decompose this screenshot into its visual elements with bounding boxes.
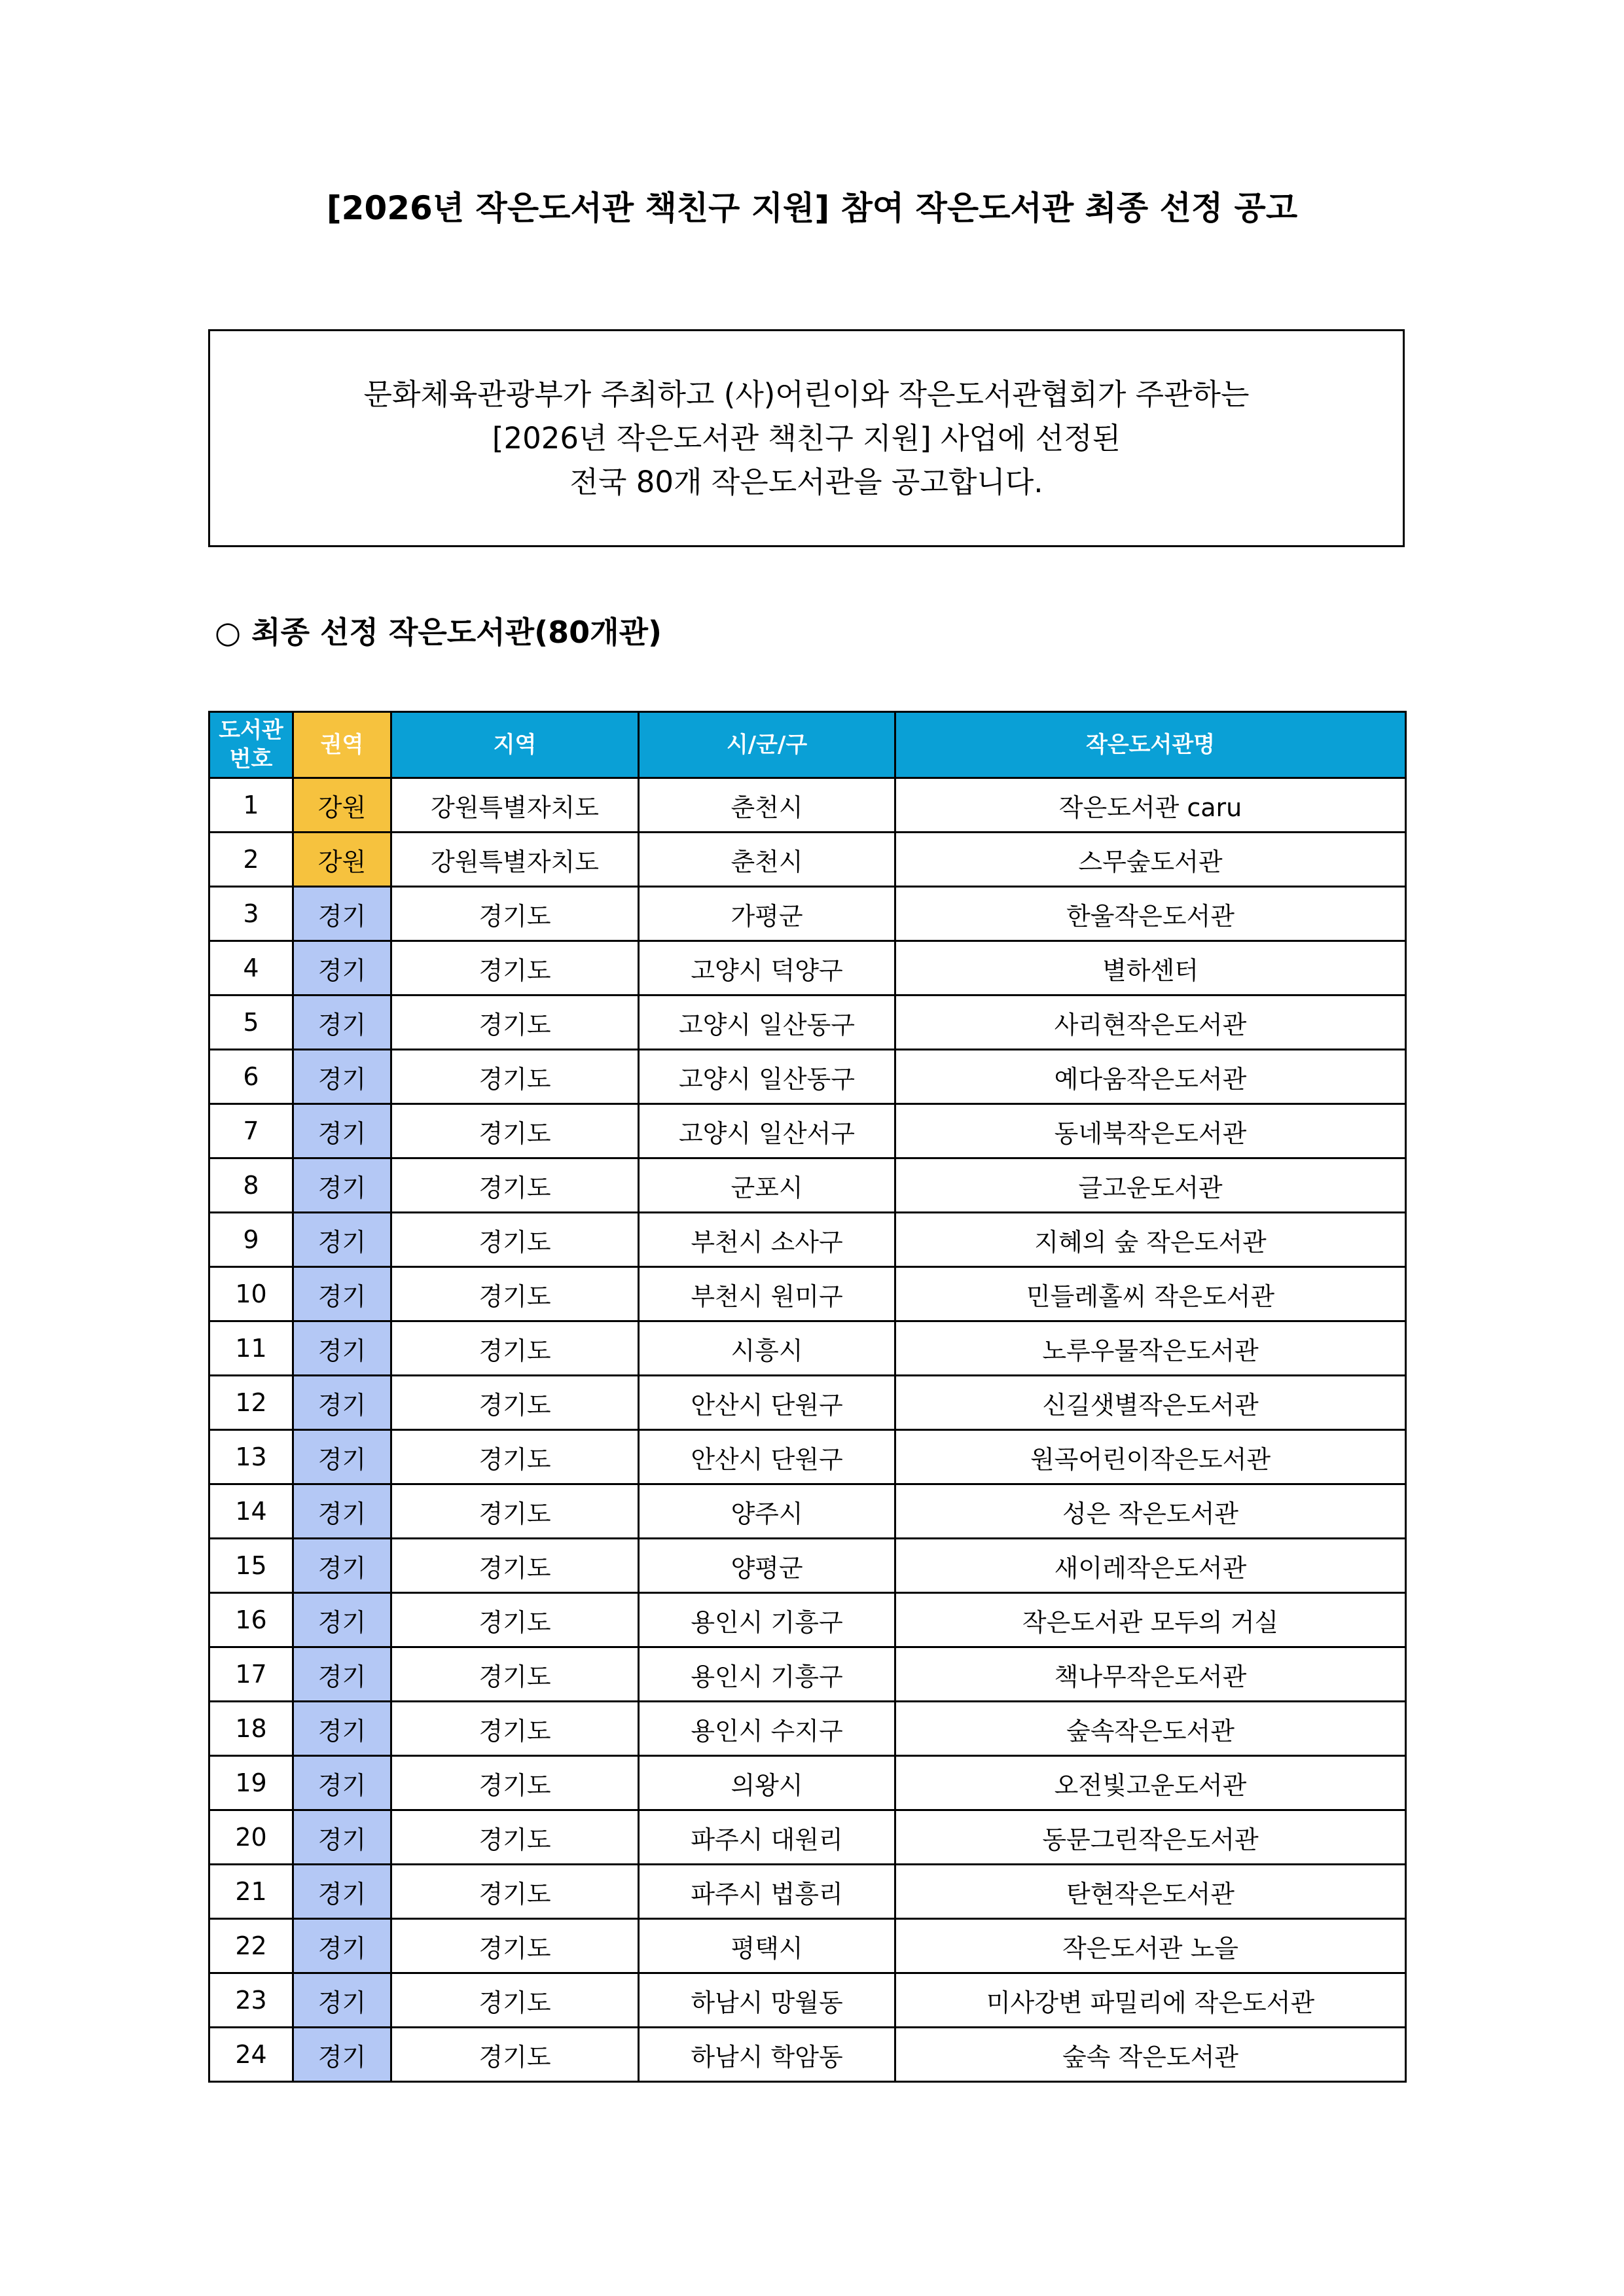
cell-city: 하남시 망월동 <box>639 1973 895 2028</box>
table-row <box>209 1321 1406 1376</box>
table-row <box>209 1810 1406 1865</box>
cell-area: 경기도 <box>391 1104 639 1158</box>
table-row <box>209 1593 1406 1647</box>
cell-area: 경기도 <box>391 1376 639 1430</box>
cell-region: 경기 <box>293 1158 391 1213</box>
cell-region: 경기 <box>293 1267 391 1321</box>
cell-library-number: 11 <box>209 1321 293 1376</box>
cell-city: 춘천시 <box>639 778 895 833</box>
cell-area: 경기도 <box>391 1865 639 1919</box>
cell-area: 강원특별자치도 <box>391 778 639 833</box>
cell-region: 경기 <box>293 1484 391 1539</box>
cell-area: 경기도 <box>391 1756 639 1810</box>
cell-region: 경기 <box>293 1213 391 1267</box>
cell-city: 부천시 원미구 <box>639 1267 895 1321</box>
cell-area: 경기도 <box>391 996 639 1050</box>
header-region: 권역 <box>293 712 391 778</box>
cell-area: 경기도 <box>391 1593 639 1647</box>
cell-city: 용인시 수지구 <box>639 1702 895 1756</box>
cell-region: 경기 <box>293 887 391 941</box>
cell-library-number: 5 <box>209 996 293 1050</box>
table-row <box>209 941 1406 996</box>
cell-library-name: 신길샛별작은도서관 <box>895 1376 1406 1430</box>
cell-library-name: 지혜의 숲 작은도서관 <box>895 1213 1406 1267</box>
cell-area: 경기도 <box>391 1430 639 1484</box>
cell-library-number: 20 <box>209 1810 293 1865</box>
cell-city: 파주시 대원리 <box>639 1810 895 1865</box>
cell-region: 경기 <box>293 1756 391 1810</box>
cell-library-number: 4 <box>209 941 293 996</box>
cell-city: 고양시 일산동구 <box>639 1050 895 1104</box>
table-row <box>209 833 1406 887</box>
cell-area: 경기도 <box>391 941 639 996</box>
cell-region: 경기 <box>293 941 391 996</box>
header-number-line2: 번호 <box>229 746 273 772</box>
notice-box <box>208 329 1405 547</box>
cell-city: 양평군 <box>639 1539 895 1593</box>
cell-library-number: 16 <box>209 1593 293 1647</box>
cell-area: 경기도 <box>391 1539 639 1593</box>
cell-region: 경기 <box>293 1593 391 1647</box>
table-row <box>209 887 1406 941</box>
cell-region: 경기 <box>293 1430 391 1484</box>
cell-area: 경기도 <box>391 1810 639 1865</box>
table-row <box>209 1539 1406 1593</box>
cell-city: 의왕시 <box>639 1756 895 1810</box>
cell-city: 춘천시 <box>639 833 895 887</box>
cell-area: 경기도 <box>391 1050 639 1104</box>
table-row <box>209 1267 1406 1321</box>
table-row <box>209 1919 1406 1973</box>
cell-library-name: 오전빛고운도서관 <box>895 1756 1406 1810</box>
notice-line: [2026년 작은도서관 책친구 지원] 사업에 선정된 <box>492 421 1121 456</box>
cell-city: 가평군 <box>639 887 895 941</box>
cell-city: 고양시 일산서구 <box>639 1104 895 1158</box>
cell-library-name: 책나무작은도서관 <box>895 1647 1406 1702</box>
cell-region: 경기 <box>293 1376 391 1430</box>
cell-library-name: 숲속작은도서관 <box>895 1702 1406 1756</box>
table-row <box>209 1702 1406 1756</box>
cell-library-number: 1 <box>209 778 293 833</box>
cell-city: 군포시 <box>639 1158 895 1213</box>
cell-library-name: 원곡어린이작은도서관 <box>895 1430 1406 1484</box>
cell-library-number: 24 <box>209 2028 293 2082</box>
cell-city: 부천시 소사구 <box>639 1213 895 1267</box>
cell-city: 용인시 기흥구 <box>639 1593 895 1647</box>
table-row <box>209 1376 1406 1430</box>
cell-region: 경기 <box>293 1647 391 1702</box>
table-row <box>209 1484 1406 1539</box>
cell-city: 양주시 <box>639 1484 895 1539</box>
cell-city: 용인시 기흥구 <box>639 1647 895 1702</box>
cell-region: 경기 <box>293 1865 391 1919</box>
cell-library-name: 동문그린작은도서관 <box>895 1810 1406 1865</box>
cell-area: 경기도 <box>391 1973 639 2028</box>
cell-library-number: 6 <box>209 1050 293 1104</box>
library-table <box>208 711 1407 2083</box>
cell-region: 경기 <box>293 996 391 1050</box>
cell-region: 경기 <box>293 1104 391 1158</box>
cell-region: 경기 <box>293 1321 391 1376</box>
cell-library-name: 탄현작은도서관 <box>895 1865 1406 1919</box>
cell-library-name: 민들레홀씨 작은도서관 <box>895 1267 1406 1321</box>
cell-area: 경기도 <box>391 1267 639 1321</box>
cell-library-number: 14 <box>209 1484 293 1539</box>
cell-area: 경기도 <box>391 2028 639 2082</box>
table-row <box>209 2028 1406 2082</box>
cell-area: 경기도 <box>391 1919 639 1973</box>
cell-city: 안산시 단원구 <box>639 1376 895 1430</box>
cell-library-number: 8 <box>209 1158 293 1213</box>
cell-library-name: 성은 작은도서관 <box>895 1484 1406 1539</box>
cell-area: 경기도 <box>391 1484 639 1539</box>
cell-city: 하남시 학암동 <box>639 2028 895 2082</box>
cell-library-name: 작은도서관 모두의 거실 <box>895 1593 1406 1647</box>
cell-library-number: 2 <box>209 833 293 887</box>
cell-library-name: 작은도서관 caru <box>895 778 1406 833</box>
cell-library-number: 22 <box>209 1919 293 1973</box>
cell-library-name: 스무숲도서관 <box>895 833 1406 887</box>
cell-library-number: 19 <box>209 1756 293 1810</box>
cell-library-number: 9 <box>209 1213 293 1267</box>
table-row <box>209 1050 1406 1104</box>
cell-area: 경기도 <box>391 1213 639 1267</box>
cell-library-name: 별하센터 <box>895 941 1406 996</box>
header-number-line1: 도서관 <box>219 717 283 744</box>
cell-library-name: 글고운도서관 <box>895 1158 1406 1213</box>
cell-library-number: 13 <box>209 1430 293 1484</box>
header-library-name: 작은도서관명 <box>895 712 1406 778</box>
cell-area: 강원특별자치도 <box>391 833 639 887</box>
cell-region: 경기 <box>293 1810 391 1865</box>
cell-library-name: 동네북작은도서관 <box>895 1104 1406 1158</box>
table-row <box>209 1104 1406 1158</box>
cell-region: 경기 <box>293 1919 391 1973</box>
cell-library-name: 예다움작은도서관 <box>895 1050 1406 1104</box>
header-city: 시/군/구 <box>639 712 895 778</box>
cell-region: 경기 <box>293 1702 391 1756</box>
cell-library-number: 7 <box>209 1104 293 1158</box>
cell-area: 경기도 <box>391 887 639 941</box>
cell-region: 강원 <box>293 833 391 887</box>
cell-city: 시흥시 <box>639 1321 895 1376</box>
table-row <box>209 778 1406 833</box>
cell-library-name: 작은도서관 노을 <box>895 1919 1406 1973</box>
section-heading: ○ 최종 선정 작은도서관(80개관) <box>215 615 662 650</box>
cell-library-name: 사리현작은도서관 <box>895 996 1406 1050</box>
cell-city: 안산시 단원구 <box>639 1430 895 1484</box>
cell-library-number: 17 <box>209 1647 293 1702</box>
cell-city: 평택시 <box>639 1919 895 1973</box>
table-row <box>209 996 1406 1050</box>
cell-library-number: 18 <box>209 1702 293 1756</box>
cell-area: 경기도 <box>391 1158 639 1213</box>
table-row <box>209 1973 1406 2028</box>
cell-area: 경기도 <box>391 1702 639 1756</box>
cell-region: 경기 <box>293 1539 391 1593</box>
notice-line: 전국 80개 작은도서관을 공고합니다. <box>569 465 1043 499</box>
cell-area: 경기도 <box>391 1321 639 1376</box>
cell-city: 고양시 일산동구 <box>639 996 895 1050</box>
table-row <box>209 1865 1406 1919</box>
cell-library-number: 12 <box>209 1376 293 1430</box>
page-title: [2026년 작은도서관 책친구 지원] 참여 작은도서관 최종 선정 공고 <box>326 189 1298 227</box>
table-row <box>209 1158 1406 1213</box>
cell-library-number: 23 <box>209 1973 293 2028</box>
header-area: 지역 <box>391 712 639 778</box>
cell-region: 경기 <box>293 2028 391 2082</box>
cell-library-number: 3 <box>209 887 293 941</box>
cell-library-name: 한울작은도서관 <box>895 887 1406 941</box>
table-header-row <box>209 712 1406 778</box>
cell-region: 경기 <box>293 1973 391 2028</box>
cell-library-number: 21 <box>209 1865 293 1919</box>
cell-area: 경기도 <box>391 1647 639 1702</box>
notice-line: 문화체육관광부가 주최하고 (사)어린이와 작은도서관협회가 주관하는 <box>363 377 1250 412</box>
table-row <box>209 1647 1406 1702</box>
cell-library-name: 노루우물작은도서관 <box>895 1321 1406 1376</box>
cell-library-name: 새이레작은도서관 <box>895 1539 1406 1593</box>
cell-library-number: 10 <box>209 1267 293 1321</box>
cell-city: 고양시 덕양구 <box>639 941 895 996</box>
cell-library-name: 숲속 작은도서관 <box>895 2028 1406 2082</box>
cell-library-number: 15 <box>209 1539 293 1593</box>
cell-region: 강원 <box>293 778 391 833</box>
table-row <box>209 1756 1406 1810</box>
cell-library-name: 미사강변 파밀리에 작은도서관 <box>895 1973 1406 2028</box>
cell-city: 파주시 법흥리 <box>639 1865 895 1919</box>
cell-region: 경기 <box>293 1050 391 1104</box>
table-row <box>209 1430 1406 1484</box>
table-row <box>209 1213 1406 1267</box>
header-library-number <box>209 712 293 778</box>
